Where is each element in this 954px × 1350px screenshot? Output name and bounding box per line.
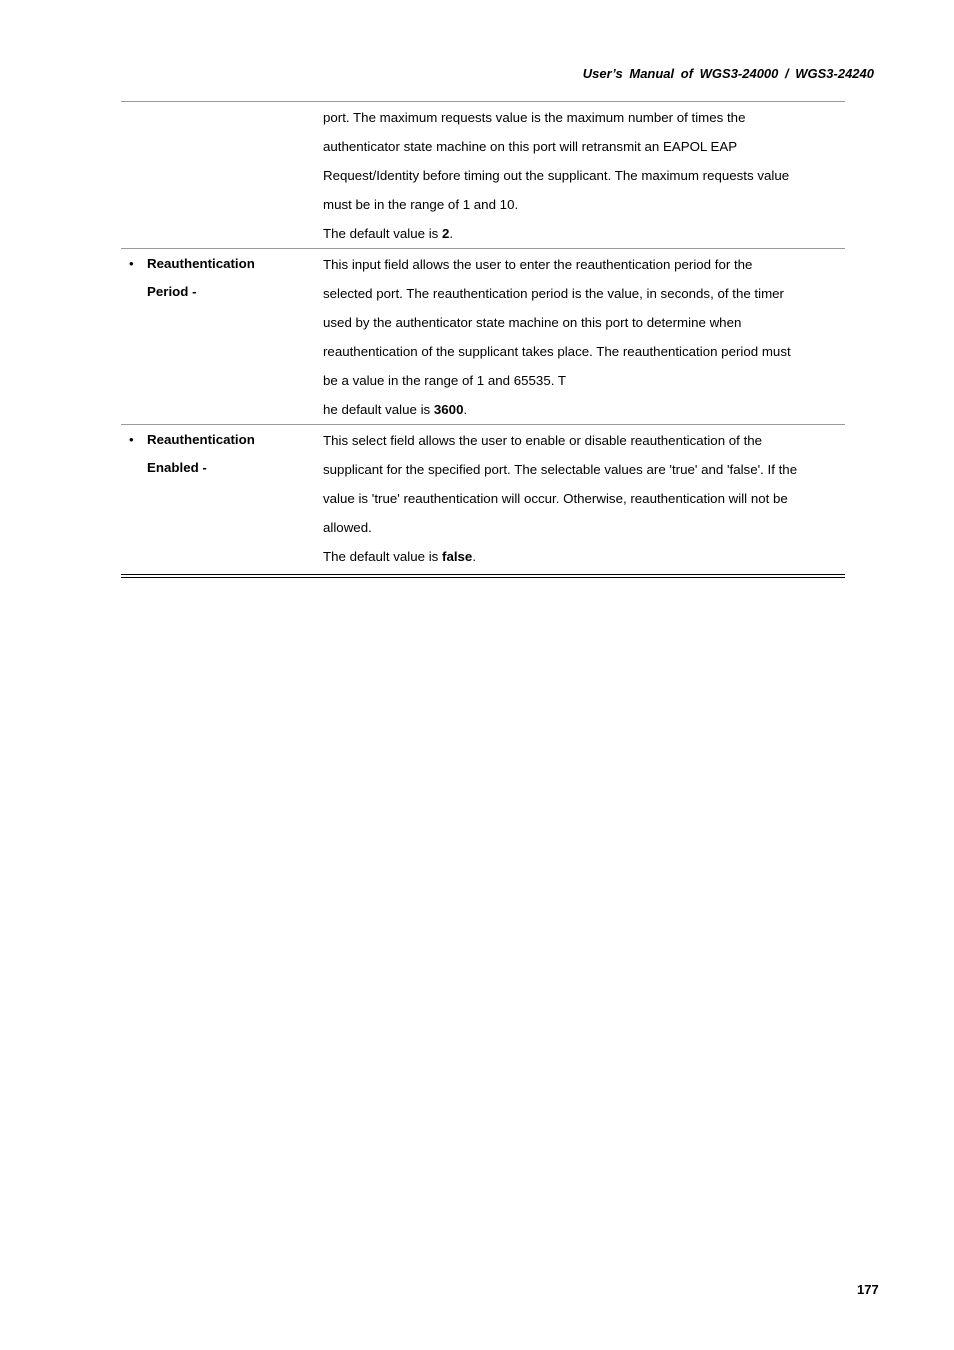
- table-row: [121, 425, 845, 578]
- default-value-line: he default value is 3600.: [323, 402, 468, 417]
- description-line: authenticator state machine on this port will retransmit an EAPOL EAP: [323, 139, 738, 154]
- description-cell: [323, 425, 845, 571]
- description-line: reauthentication of the supplicant takes place. The reauthentication period must: [323, 344, 791, 359]
- bullet-icon: •: [129, 256, 134, 271]
- description-line: supplicant for the specified port. The selectable values are 'true' and 'false'. If the: [323, 462, 798, 477]
- term-cell: [121, 425, 323, 571]
- description-line: This select field allows the user to enable or disable reauthentication of the: [323, 433, 763, 448]
- default-value-line: The default value is false.: [323, 549, 477, 564]
- default-value: 3600: [433, 402, 464, 417]
- term-item: [129, 250, 323, 306]
- term-label: Reauthentication Period -: [147, 256, 255, 299]
- term-cell: [121, 249, 323, 424]
- description-line: must be in the range of 1 and 10.: [323, 197, 519, 212]
- description-line: Request/Identity before timing out the supplicant. The maximum requests value: [323, 168, 790, 183]
- description-line: This input field allows the user to enter the reauthentication period for the: [323, 257, 753, 272]
- default-value: 2: [442, 226, 450, 241]
- term-cell: [121, 102, 323, 248]
- description-cell: [323, 249, 845, 424]
- description-cell: [323, 102, 845, 248]
- default-value-line: The default value is 2.: [323, 226, 454, 241]
- page-header-title: User’s Manual of WGS3-24000 / WGS3-24240: [582, 66, 874, 81]
- parameter-table: [121, 101, 845, 578]
- term-label: Reauthentication Enabled -: [147, 432, 255, 475]
- table-row: [121, 249, 845, 425]
- description-line: value is 'true' reauthentication will occur. Otherwise, reauthentication will not be: [323, 491, 788, 506]
- description-line: allowed.: [323, 520, 372, 535]
- term-item: [129, 426, 323, 482]
- description-line: selected port. The reauthentication period is the value, in seconds, of the timer: [323, 286, 784, 301]
- description-line: used by the authenticator state machine on this port to determine when: [323, 315, 742, 330]
- bullet-icon: •: [129, 432, 134, 447]
- table-row: [121, 102, 845, 249]
- description-line: port. The maximum requests value is the maximum number of times the: [323, 110, 746, 125]
- description-line: be a value in the range of 1 and 65535. T: [323, 373, 566, 388]
- page-number: 177: [857, 1282, 879, 1297]
- default-value: false: [442, 549, 473, 564]
